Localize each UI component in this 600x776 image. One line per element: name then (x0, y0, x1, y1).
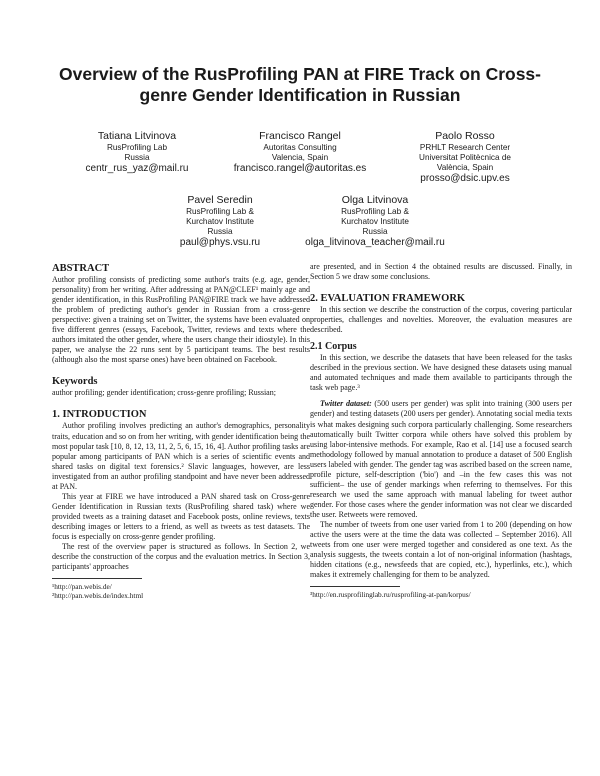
author-email: prosso@dsic.upv.es (420, 173, 510, 184)
abstract-text: Author profiling consists of predicting some author's traits (e.g. age, gender, personality) from her writing. After addressing at PAN@CLEF¹ mainly age and gender identification, in this RusProfiling PAN@FIRE track we have addressed the problem of predicting author's gender in Russian from a cross-genre perspective: given a training set on Twitter, the systems have been evaluated on five different genres (essays, Facebook, Twitter, reviews and texts where the authors imitated the other gender, where the users change their idiostyle). In this paper, we analyse the 22 runs sent by 5 participant teams. The best results (although also the most sparse ones) have been obtained on Facebook. (52, 275, 310, 365)
corpus-heading: 2.1 Corpus (310, 341, 357, 353)
introduction-continuation: are presented, and in Section 4 the obtained results are discussed. Finally, in Section 5 we draw some conclusions. (310, 262, 572, 282)
author-name: Tatiana Litvinova (97, 130, 177, 142)
author-name: Paolo Rosso (435, 130, 495, 142)
introduction-heading: 1. INTRODUCTION (52, 409, 147, 421)
author-block-3 (380, 130, 550, 186)
author-affiliation: València, Spain (436, 163, 494, 172)
corpus-paragraph: The number of tweets from one user varied from 1 to 200 (depending on how active the users were at the time the data was collected – September 2016). All tweets from one user were merged together and considered as one text. As the analysis suggests, the tweets contain a lot of non-original information (hashtags, hidden citations (e.g., newsfeeds that are copied, etc.), hyperlinks, etc.), which makes it extremely challenging for them to be analyzed. (310, 519, 572, 580)
author-affiliation: Kurchatov Institute (186, 217, 254, 226)
author-name: Francisco Rangel (259, 130, 341, 142)
abstract-heading: ABSTRACT (52, 263, 110, 274)
author-name: Pavel Seredin (187, 194, 253, 206)
footnote: ¹http://pan.webis.de/ (52, 582, 112, 592)
author-name: Olga Litvinova (341, 194, 409, 206)
twitter-dataset-label: Twitter dataset: (320, 399, 372, 409)
twitter-dataset-paragraph (310, 399, 572, 520)
evaluation-paragraph: In this section we describe the construction of the corpus, covering particular properties, challenges and novelties. Moreover, the evaluation measures are described. (310, 305, 572, 335)
author-block-2 (215, 130, 385, 176)
author-email: centr_rus_yaz@mail.ru (85, 163, 189, 174)
introduction-paragraph: This year at FIRE we have introduced a PAN shared task on Cross-genre Gender Identification in Russian texts (RusProfiling shared task) where we provided tweets as a training dataset and Facebook posts, online reviews, texts describing images or letters to a friend, as well as tweets as test datasets. The focus is especially on cross-genre gender profiling. (52, 491, 310, 541)
author-affiliation: PRHLT Research Center (419, 143, 511, 152)
corpus-paragraph: In this section, we describe the datasets that have been released for the tasks described in the previous section. We have designed these datasets using manual and automated techniques and made them available to participants through the task web page.³ (310, 353, 572, 393)
author-affiliation: Kurchatov Institute (341, 217, 409, 226)
keywords-text: author profiling; gender identification; cross-genre profiling; Russian; (52, 388, 276, 398)
author-affiliation: Russia (362, 227, 388, 236)
author-email: francisco.rangel@autoritas.es (233, 163, 367, 174)
author-affiliation: RusProfiling Lab (106, 143, 168, 152)
footnote: ³http://en.rusprofilinglab.ru/rusprofiling-at-pan/korpus/ (310, 590, 471, 600)
twitter-dataset-text: (500 users per gender) was split into training (300 users per gender) and testing datasets (200 users per gender). Annotating social media texts is what makes designing such corpora particularly challenging. Some researchers automatically built Twitter corpora while others have solved this problem by using labor-intensive methods. For example, Rao et al. [14] use a focused search methodology followed by manual annotation to produce a dataset of 500 English users labeled with gender. The gender tag was ascribed based on the screen name, profile picture, self-description ('bio') and –in the few cases this was not sufficient– the use of gender markings when referring to themselves. For this research we used the same approach with manual labeling for tweet author gender. For those cases where the gender information was not clear we discarded the user. Retweets were removed. (310, 399, 573, 519)
author-affiliation: Autoritas Consulting (263, 143, 337, 152)
introduction-paragraph: The rest of the overview paper is structured as follows. In Section 2, we describe the construction of the corpus and the evaluation metrics. In Section 3, participants' approaches (52, 542, 310, 572)
author-block-5 (295, 194, 455, 250)
footnote-rule (310, 586, 400, 587)
author-affiliation: Valencia, Spain (271, 153, 329, 162)
author-block-1 (52, 130, 222, 176)
introduction-paragraph: Author profiling involves predicting an author's demographics, personality traits, education and so on from her writing, with gender identification being the most popular task [10, 8, 12, 13, 11, 2, 5, 6, 15, 16, 4]. Author profiling tasks are popular among participants of PAN which is a series of scientific events and shared tasks on digital text forensics.² Slavic languages, however, are less investigated from an author profiling standpoint and have never been addressed at PAN. (52, 421, 310, 491)
keywords-heading: Keywords (52, 376, 98, 388)
evaluation-heading: 2. EVALUATION FRAMEWORK (310, 293, 466, 305)
right-column (310, 262, 572, 599)
author-affiliation: RusProfiling Lab & (341, 207, 409, 216)
left-column (52, 262, 310, 600)
footnote: ²http://pan.webis.de/index.html (52, 591, 144, 601)
author-block-4 (145, 194, 295, 250)
author-affiliation: Russia (207, 227, 233, 236)
author-affiliation: Universitat Politècnica de (419, 153, 511, 162)
author-email: paul@phys.vsu.ru (179, 237, 261, 248)
footnote-rule (52, 578, 142, 579)
paper-title: Overview of the RusProfiling PAN at FIRE Track on Cross-genre Gender Identification in Russian (59, 64, 541, 105)
author-affiliation: RusProfiling Lab & (186, 207, 254, 216)
author-affiliation: Russia (124, 153, 150, 162)
author-email: olga_litvinova_teacher@mail.ru (305, 237, 445, 248)
